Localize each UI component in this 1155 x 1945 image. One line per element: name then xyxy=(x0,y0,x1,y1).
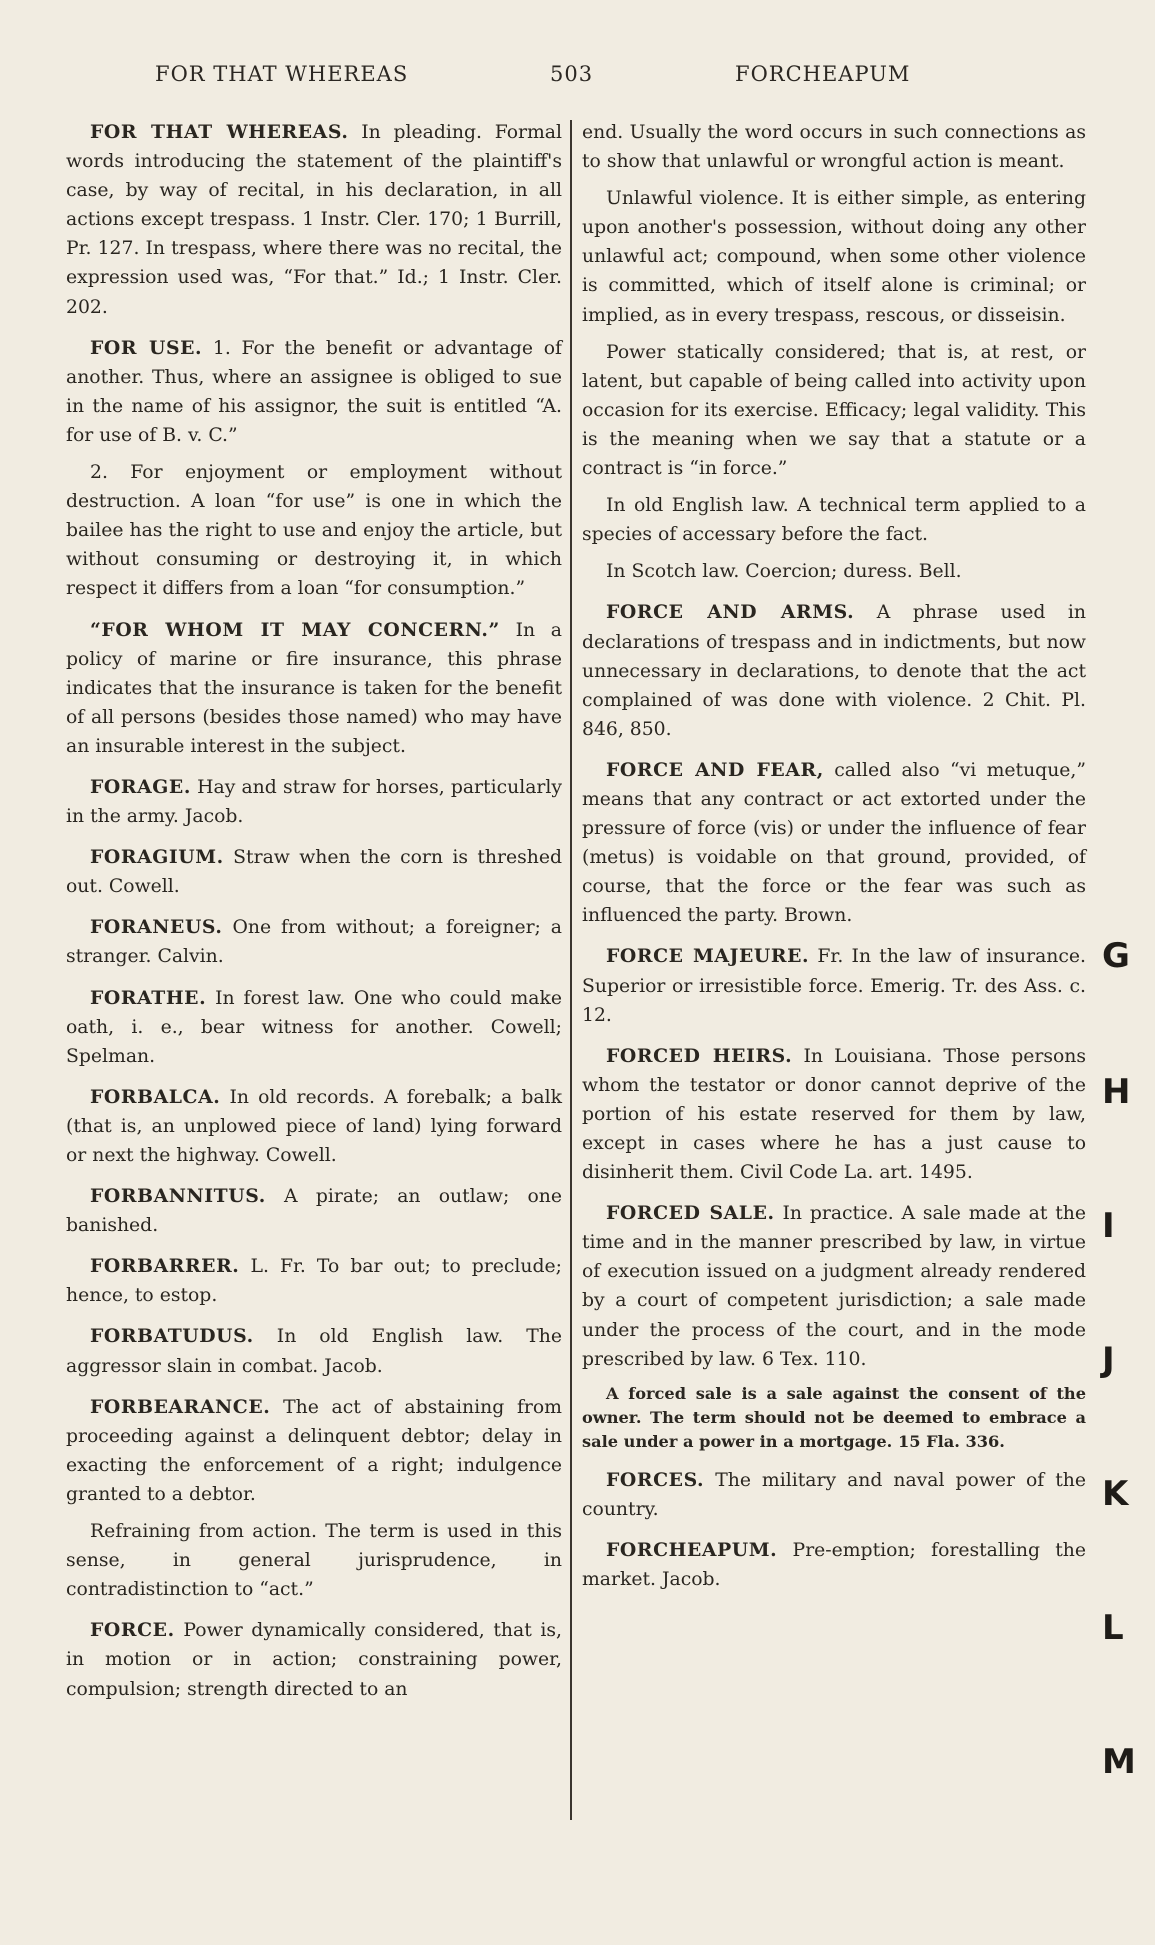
entry-continuation: Unlawful violence. It is either simple, as entering upon another's possession, without doing any other unlawful act; compound, when some other violence is committed, which of itself alone is criminal; or implied, as in every trespass, rescous, or disseisin. xyxy=(582,188,1086,326)
definition: In Louisiana. Those persons whom the testator or donor cannot deprive of the portion of his estate reserved for them by law, except in cases where he has a just cause to disinherit them. Civil Code La. art. 1495. xyxy=(582,1045,1086,1184)
entry-forcheapum xyxy=(582,1536,1086,1594)
entry-force-and-fear xyxy=(582,756,1086,931)
definition: The military and naval power of the country. xyxy=(582,1469,1086,1520)
entry-for-use xyxy=(66,334,562,450)
thumb-index-letter: I xyxy=(1102,1206,1115,1246)
entry-foraneus xyxy=(66,913,562,971)
definition: In pleading. Formal words introducing the statement of the plaintiff's case, by way of recital, in his declaration, in all actions except trespass. 1 Instr. Cler. 170; 1 Burrill, Pr. 127. In trespass, where there was no recital, the expression used was, “For that.” Id.; 1 Instr. Cler. 202. xyxy=(66,122,562,318)
headword: FORANEUS. xyxy=(90,916,223,939)
entry-foragium xyxy=(66,843,562,901)
headword: FORCE MAJEURE. xyxy=(606,945,810,968)
thumb-index-letter: G xyxy=(1102,936,1130,976)
definition: In old records. A forebalk; a balk (that is, an unplowed piece of land) lying forward or next the highway. Cowell. xyxy=(66,1086,562,1166)
headword: FORBARRER. xyxy=(90,1255,240,1278)
entry-forbatudus xyxy=(66,1322,562,1380)
note-small-print: A forced sale is a sale against the consent of the owner. The term should not be deemed to embrace a sale under a power in a mortgage. 15 Fla. 336. xyxy=(582,1383,1086,1451)
entry-forbarrer xyxy=(66,1252,562,1310)
entry-continuation: end. Usually the word occurs in such connections as to show that unlawful or wrongful action is meant. xyxy=(582,122,1086,173)
entry-forbearance xyxy=(66,1393,562,1509)
headword: FORCED SALE. xyxy=(606,1202,775,1225)
headword: FORCE AND ARMS. xyxy=(606,601,855,624)
definition: The act of abstaining from proceeding against a delinquent debtor; delay in exacting the enforcement of a right; indulgence granted to a debtor. xyxy=(66,1396,562,1505)
definition: Straw when the corn is threshed out. Cowell. xyxy=(66,847,562,898)
entry-force xyxy=(66,1616,562,1703)
headword: FORCED HEIRS. xyxy=(606,1044,793,1067)
entry-for-that-whereas xyxy=(66,118,562,322)
entry-force-majeure xyxy=(582,942,1086,1029)
definition: 1. For the benefit or advantage of another. Thus, where an assignee is obliged to sue in the name of his assignor, the suit is entitled “A. for use of B. v. C.” xyxy=(66,337,562,446)
definition: A pirate; an outlaw; one banished. xyxy=(66,1186,562,1237)
headword: FORATHE. xyxy=(90,986,207,1009)
definition: Power dynamically considered, that is, in motion or in action; constraining power, compulsion; strength directed to an xyxy=(66,1620,562,1700)
definition: called also “vi metuque,” means that any contract or act extorted under the pressure of force (vis) or under the influence of fear (metus) is voidable on that ground, provided, of course, that the force or the fear was such as influenced the party. Brown. xyxy=(582,759,1086,927)
headword: FORBALCA. xyxy=(90,1085,221,1108)
entry-continuation: In Scotch law. Coercion; duress. Bell. xyxy=(606,561,962,583)
thumb-index-letter: K xyxy=(1102,1474,1129,1514)
entry-forbalca xyxy=(66,1083,562,1170)
thumb-index-letter: H xyxy=(1102,1072,1131,1112)
entry-forage xyxy=(66,773,562,831)
definition: A phrase used in declarations of trespass and in indictments, but now unnecessary in declarations, to denote that the act complained of was done with violence. 2 Chit. Pl. 846, 850. xyxy=(582,602,1087,740)
entry-continuation: In old English law. A technical term applied to a species of accessary before the fact. xyxy=(582,495,1086,546)
definition: Hay and straw for horses, particularly in the army. Jacob. xyxy=(66,776,562,828)
definition: In old English law. The aggressor slain in combat. Jacob. xyxy=(66,1326,562,1377)
headword: FORBEARANCE. xyxy=(90,1395,271,1418)
column-divider xyxy=(570,120,572,1820)
definition: In practice. A sale made at the time and in the manner prescribed by law, in virtue of execution issued on a judgment already rendered by a court of competent jurisdiction; a sale made under the process of the court, and in the mode prescribed by law. 6 Tex. 110. xyxy=(582,1203,1086,1370)
definition: L. Fr. To bar out; to preclude; hence, to estop. xyxy=(66,1256,562,1307)
entry-continuation: 2. For enjoyment or employment without destruction. A loan “for use” is one in which the bailee has the right to use and enjoy the article, but without consuming or destroying it, in which respect it differs from a loan “for consumption.” xyxy=(66,462,562,600)
thumb-index-letter: L xyxy=(1102,1608,1124,1648)
definition: Fr. In the law of insurance. Superior or irresistible force. Emerig. Tr. des Ass. c. 12. xyxy=(582,946,1086,1026)
thumb-index-letter: M xyxy=(1102,1742,1136,1782)
thumb-index-letter: J xyxy=(1102,1340,1115,1380)
definition: One from without; a foreigner; a stranger. Calvin. xyxy=(66,917,562,968)
entry-forbannitus xyxy=(66,1182,562,1240)
headword: FORBANNITUS. xyxy=(90,1185,266,1208)
right-column xyxy=(582,118,1086,1602)
entry-continuation: Power statically considered; that is, at rest, or latent, but capable of being called into activity upon occasion for its exercise. Efficacy; legal validity. This is the meaning when we say that a statute or a contract is “in force.” xyxy=(582,341,1086,480)
entry-force-and-arms xyxy=(582,598,1086,743)
definition: In forest law. One who could make oath, i. e., bear witness for another. Cowell; Spelman. xyxy=(66,987,562,1067)
headword: FORCES. xyxy=(606,1468,705,1491)
headword: FOR USE. xyxy=(90,336,203,359)
running-head-left: FOR THAT WHEREAS xyxy=(155,62,409,86)
running-head-right: FORCHEAPUM xyxy=(735,62,911,86)
entry-forathe xyxy=(66,984,562,1071)
entry-continuation: Refraining from action. The term is used in this sense, in general jurisprudence, in contradistinction to “act.” xyxy=(66,1521,562,1601)
entry-for-whom-it-may-concern xyxy=(66,616,562,761)
entry-forced-heirs xyxy=(582,1042,1086,1187)
entry-forced-sale xyxy=(582,1199,1086,1374)
headword: “FOR WHOM IT MAY CONCERN.” xyxy=(90,618,500,641)
definition: In a policy of marine or fire insurance, this phrase indicates that the insurance is taken for the benefit of all persons (besides those named) who may have an insurable interest in the subject. xyxy=(66,619,562,757)
definition: Pre-emption; forestalling the market. Jacob. xyxy=(582,1539,1086,1591)
headword: FOR THAT WHEREAS. xyxy=(90,121,349,143)
headword: FORCE AND FEAR, xyxy=(606,758,824,781)
left-column xyxy=(66,118,562,1712)
headword: FORCHEAPUM. xyxy=(606,1538,778,1561)
headword: FORAGE. xyxy=(90,775,191,798)
entry-forces xyxy=(582,1466,1086,1524)
headword: FORCE. xyxy=(90,1619,175,1642)
headword: FORBATUDUS. xyxy=(90,1325,254,1348)
headword: FORAGIUM. xyxy=(90,846,224,869)
page-number: 503 xyxy=(550,62,594,86)
